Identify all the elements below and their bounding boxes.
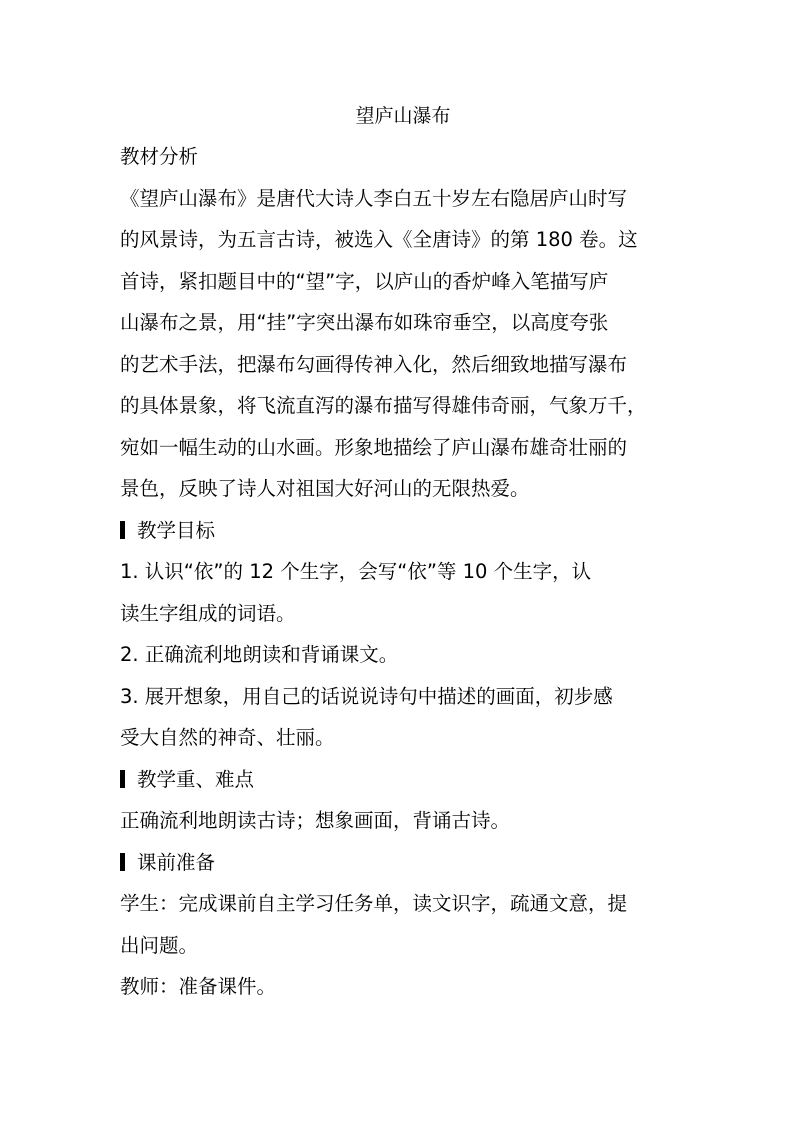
- heading-bar-icon: [120, 521, 125, 539]
- objective-line: 3. 展开想象，用自己的话说说诗句中描述的画面，初步感: [120, 684, 613, 708]
- objective-line: 1. 认识“依”的 12 个生字，会写“依”等 10 个生字，认: [120, 560, 592, 583]
- section-heading-objectives: [120, 510, 676, 552]
- heading-text: 课前准备: [137, 850, 216, 874]
- analysis-line: 景色，反映了诗人对祖国大好河山的无限热爱。: [120, 477, 530, 500]
- document-title: 望庐山瀑布: [355, 105, 451, 127]
- section-heading-analysis: 教材分析: [120, 145, 199, 168]
- analysis-line: 宛如一幅生动的山水画。形象地描绘了庐山瀑布雄奇壮丽的: [120, 435, 628, 459]
- objectives-list: [120, 551, 676, 759]
- analysis-line: 山瀑布之景，用“挂”字突出瀑布如珠帘垂空，以高度夸张: [120, 311, 609, 334]
- analysis-line: 首诗，紧扣题目中的“望”字，以庐山的香炉峰入笔描写庐: [120, 269, 609, 293]
- heading-bar-icon: [120, 853, 125, 871]
- heading-text: 教学目标: [137, 518, 216, 542]
- analysis-line: 的风景诗，为五言古诗，被选入《全唐诗》的第 180 卷。这: [120, 228, 638, 251]
- document-body: [120, 100, 676, 1008]
- analysis-line: 的具体景象，将飞流直泻的瀑布描写得雄伟奇丽，气象万千，: [120, 394, 647, 417]
- student-prep-line: 出问题。: [120, 933, 199, 957]
- section-heading-preparation: [120, 842, 676, 884]
- heading-text: 教学重、难点: [137, 767, 255, 791]
- objective-line: 读生字组成的词语。: [120, 601, 296, 625]
- analysis-line: 的艺术手法，把瀑布勾画得传神入化，然后细致地描写瀑布: [120, 352, 628, 376]
- analysis-paragraph: [120, 178, 676, 510]
- objective-line: 受大自然的神奇、壮丽。: [120, 726, 335, 749]
- analysis-line: 《望庐山瀑布》是唐代大诗人李白五十岁左右隐居庐山时写: [120, 186, 628, 210]
- student-prep-line: 学生：完成课前自主学习任务单，读文识字，疏通文意，提: [120, 892, 628, 915]
- section-heading-key-points: [120, 759, 676, 801]
- heading-bar-icon: [120, 770, 125, 788]
- key-points-text: 正确流利地朗读古诗；想象画面，背诵古诗。: [120, 809, 511, 832]
- teacher-prep-text: 教师：准备课件。: [120, 975, 277, 998]
- objective-line: 2. 正确流利地朗读和背诵课文。: [120, 643, 399, 666]
